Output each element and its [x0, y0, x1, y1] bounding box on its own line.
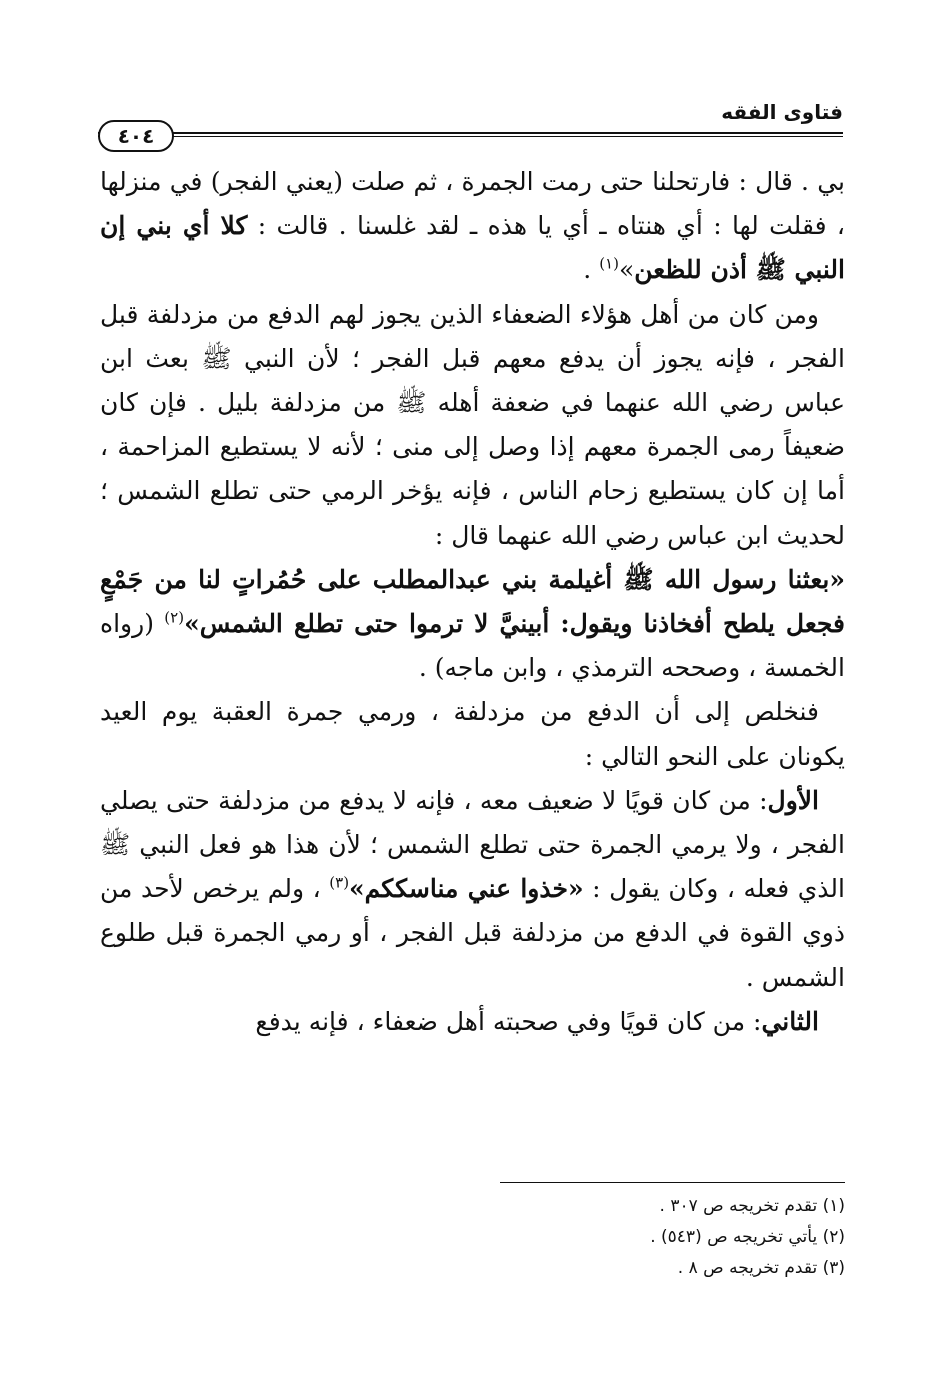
paragraph-1-text: بي . قال : فارتحلنا حتى رمت الجمرة ، ثم صلت (يعني الفجر) في منزلها ، فقلت لها : أي هنتاه ـ أي يا هذه ـ لقد غلسنا . قالت : [100, 167, 845, 241]
hadith-quote-3: «خذوا عني مناسككم» [349, 874, 584, 904]
hadith-quote-1: كلا أي بني إن النبي ﷺ أذن للظعن [100, 211, 845, 285]
item-label-second: الثاني [761, 1006, 819, 1036]
paragraph-6-text: : من كان قويًا وفي صحبته أهل ضعفاء ، فإنه يدفع [255, 1006, 762, 1036]
footnote-2: (٢) يأتي تخريجه ص (٥٤٣) . [650, 1227, 845, 1247]
page-number: ٤٠٤ [98, 120, 174, 152]
paragraph-6 [100, 1000, 845, 1044]
header-rule-thin [98, 136, 843, 137]
footnote-3: (٣) تقدم تخريجه ص ٨ . [677, 1258, 845, 1278]
paragraph-5-text: : من كان قويًا لا ضعيف معه ، فإنه لا يدفع من مزدلفة حتى يصلي الفجر ، ولا يرمي الجمرة حتى تطلع الشمس ؛ لأن هذا هو فعل النبي ﷺ الذي فعله ، وكان يقول : [100, 785, 845, 904]
paragraph-5-end: ، ولم يرخص لأحد من ذوي القوة في الدفع من مزدلفة قبل الفجر ، أو رمي الجمرة قبل طلوع الشمس . [100, 874, 845, 992]
paragraph-4: فنخلص إلى أن الدفع من مزدلفة ، ورمي جمرة العقبة يوم العيد يكونان على النحو التالي : [100, 697, 845, 771]
page-header [98, 98, 843, 150]
footnote-rule [500, 1182, 845, 1183]
paragraph-5 [100, 779, 845, 1000]
hadith-quote-2: «بعثنا رسول الله ﷺ أغيلمة بني عبدالمطلب على حُمُراتٍ لنا من جَمْعٍ فجعل يلطح أفخاذنا ويقول: أبينيَّ لا ترموا حتى تطلع الشمس» [100, 564, 845, 639]
footnote-1: (١) تقدم تخريجه ص ٣٠٧ . [659, 1196, 845, 1216]
footnotes [100, 1182, 845, 1284]
paragraph-1-end: . [583, 255, 600, 285]
paragraph-2: ومن كان من أهل هؤلاء الضعفاء الذين يجوز لهم الدفع من مزدلفة قبل الفجر ، فإنه يجوز أن يدفع معهم قبل الفجر ؛ لأن النبي ﷺ بعث ابن عباس رضي الله عنهما في ضعفة أهله ﷺ من مزدلفة بليل . فإن كان ضعيفاً رمى الجمرة معهم إذا وصل إلى منى ؛ لأنه لا يستطيع المزاحمة ، أما إن كان يستطيع زحام الناس ، فإنه يؤخر الرمي حتى تطلع الشمس ؛ لحديث ابن عباس رضي الله عنهما قال : [100, 299, 845, 550]
quote-close-1: » [618, 255, 635, 285]
paragraph-3 [100, 558, 845, 691]
paragraph-3-text: (رواه الخمسة ، وصححه الترمذي ، وابن ماجه) . [100, 609, 845, 683]
item-label-first: الأول [767, 785, 819, 815]
footnote-ref-3: (٣) [329, 873, 350, 892]
header-rule [98, 132, 843, 134]
footnote-ref-2: (٢) [164, 608, 185, 627]
paragraph-1 [100, 160, 845, 293]
book-title: فتاوى الفقه [721, 100, 843, 124]
body-text [100, 160, 845, 1044]
footnote-ref-1: (١) [599, 255, 619, 274]
